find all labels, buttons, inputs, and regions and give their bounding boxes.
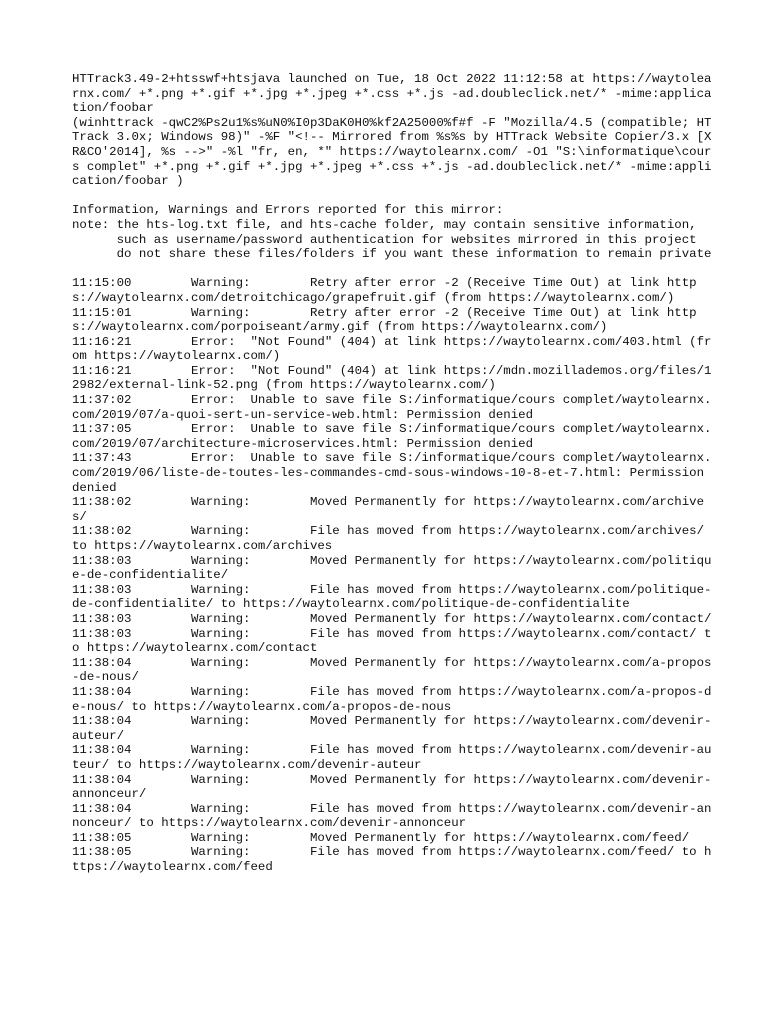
- log-entry: 11:37:05 Error: Unable to save file S:/informatique/cours complet/waytolearnx.com/2019/07/architecture-microservices.html: Permission denied: [72, 422, 712, 451]
- spacer: [72, 262, 712, 277]
- log-entry: 11:38:04 Warning: File has moved from https://waytolearnx.com/devenir-annonceur/ to https://waytolearnx.com/devenir-annonceur: [72, 801, 712, 831]
- command-line: (winhttrack -qwC2%Ps2u1%s%uN0%I0p3DaK0H0%kf2A25000%f#f -F "Mozilla/4.5 (compatible; HTTrack 3.0x; Windows 98)" -%F "<!-- Mirrored from %s%s by HTTrack Website Copier/3.x [XR&CO'2014], %s -->" -%l "fr, en, *" https://waytolearnx.com/ -O1 "S:\informatique\cours complet" +*.png +*.gif +*.jpg +*.jpeg +*.css +*.js -ad.doubleclick.net/* -mime:application/foobar ): [72, 115, 712, 189]
- notice-note: note: the hts-log.txt file, and hts-cache folder, may contain sensitive information,: [72, 217, 697, 232]
- log-entry: 11:38:04 Warning: File has moved from https://waytolearnx.com/a-propos-de-nous/ to https://waytolearnx.com/a-propos-de-nous: [72, 684, 712, 714]
- log-entry: 11:16:21 Error: "Not Found" (404) at link https://waytolearnx.com/403.html (from https://waytolearnx.com/): [72, 334, 712, 364]
- notice-line: do not share these files/folders if you want these information to remain private: [72, 247, 712, 262]
- log-entries: [72, 276, 712, 874]
- log-entry: 11:38:03 Warning: File has moved from https://waytolearnx.com/politique-de-confidentialite/ to https://waytolearnx.com/politique-de-confidentialite: [72, 582, 712, 612]
- launch-line: HTTrack3.49-2+htsswf+htsjava launched on Tue, 18 Oct 2022 11:12:58 at https://waytolearnx.com/ +*.png +*.gif +*.jpg +*.jpeg +*.css +*.js -ad.doubleclick.net/* -mime:application/foobar: [72, 72, 712, 116]
- log-entry: 11:38:05 Warning: Moved Permanently for https://waytolearnx.com/feed/: [72, 830, 690, 845]
- log-entry: 11:38:02 Warning: File has moved from https://waytolearnx.com/archives/ to https://waytolearnx.com/archives: [72, 524, 712, 553]
- log-entry: 11:38:05 Warning: File has moved from https://waytolearnx.com/feed/ to https://waytolearnx.com/feed: [72, 845, 712, 875]
- log-document: [72, 72, 712, 875]
- log-entry: 11:38:03 Warning: File has moved from https://waytolearnx.com/contact/ to https://waytolearnx.com/contact: [72, 626, 712, 656]
- log-entry: 11:15:00 Warning: Retry after error -2 (Receive Time Out) at link https://waytolearnx.com/detroitchicago/grapefruit.gif (from https://waytolearnx.com/): [72, 276, 697, 305]
- log-entry: 11:38:02 Warning: Moved Permanently for https://waytolearnx.com/archives/: [72, 495, 705, 524]
- log-entry: 11:15:01 Warning: Retry after error -2 (Receive Time Out) at link https://waytolearnx.com/porpoiseant/army.gif (from https://waytolearnx.com/): [72, 305, 697, 335]
- log-entry: 11:16:21 Error: "Not Found" (404) at link https://mdn.mozillademos.org/files/12982/external-link-52.png (from https://waytolearnx.com/): [72, 363, 712, 393]
- log-entry: 11:38:03 Warning: Moved Permanently for https://waytolearnx.com/contact/: [72, 611, 712, 626]
- log-entry: 11:38:03 Warning: Moved Permanently for https://waytolearnx.com/politique-de-confidentialite/: [72, 553, 712, 583]
- log-entry: 11:37:02 Error: Unable to save file S:/informatique/cours complet/waytolearnx.com/2019/07/a-quoi-sert-un-service-web.html: Permission denied: [72, 393, 712, 422]
- log-entry: 11:38:04 Warning: Moved Permanently for https://waytolearnx.com/a-propos-de-nous/: [72, 655, 712, 685]
- log-entry: 11:38:04 Warning: File has moved from https://waytolearnx.com/devenir-auteur/ to https://waytolearnx.com/devenir-auteur: [72, 743, 712, 772]
- log-entry: 11:38:04 Warning: Moved Permanently for https://waytolearnx.com/devenir-auteur/: [72, 714, 712, 743]
- notice-line: such as username/password authentication for websites mirrored in this project: [72, 232, 697, 247]
- spacer: [72, 189, 712, 204]
- log-entry: 11:37:43 Error: Unable to save file S:/informatique/cours complet/waytolearnx.com/2019/06/liste-de-toutes-les-commandes-cmd-sous-windows-10-8-et-7.html: Permission denied: [72, 451, 712, 495]
- log-entry: 11:38:04 Warning: Moved Permanently for https://waytolearnx.com/devenir-annonceur/: [72, 772, 712, 802]
- notice-heading: Information, Warnings and Errors reported for this mirror:: [72, 203, 504, 218]
